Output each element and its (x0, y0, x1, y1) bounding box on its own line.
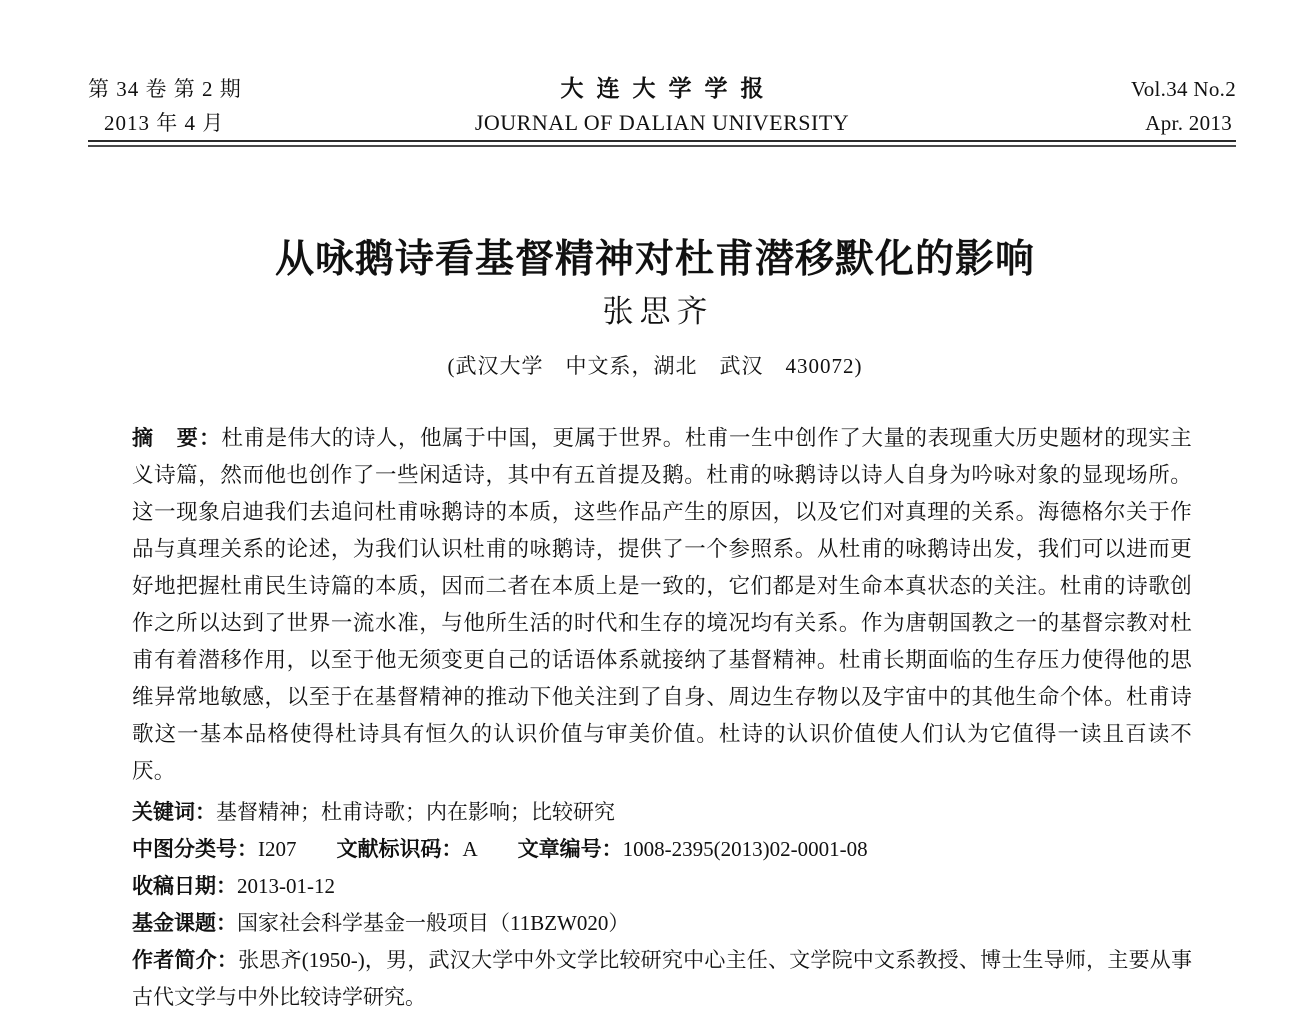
issue-date-cn: 2013 年 4 月 (104, 111, 225, 135)
funding-label: 基金课题： (132, 911, 237, 935)
keywords-value: 基督精神；杜甫诗歌；内在影响；比较研究 (216, 800, 615, 824)
masthead-center (388, 72, 936, 140)
volume-issue-en: Vol.34 No.2 (1130, 77, 1236, 101)
received-date-label: 收稿日期： (132, 874, 237, 898)
journal-title-cn: 大连大学学报 (560, 76, 777, 102)
volume-issue: 第 34 卷 第 2 期 (88, 77, 242, 101)
masthead-divider (88, 140, 1236, 147)
abstract-label: 摘 要： (132, 426, 222, 450)
author-affiliation: (武汉大学 中文系，湖北 武汉 430072) (447, 354, 863, 378)
abstract-and-metadata (132, 420, 1192, 1016)
article-title: 从咏鹅诗看基督精神对杜甫潜移默化的影响 (274, 237, 1035, 283)
keywords-label: 关键词： (132, 800, 216, 824)
journal-title-en: JOURNAL OF DALIAN UNIVERSITY (474, 110, 850, 135)
document-code-value: A (462, 837, 478, 861)
author-bio-line (132, 942, 1192, 1016)
funding-value: 国家社会科学基金一般项目（11BZW020） (237, 911, 630, 935)
article-id-value: 1008-2395(2013)02-0001-08 (622, 837, 868, 861)
classification-line (132, 831, 1192, 868)
masthead (88, 72, 1236, 142)
abstract-text: 杜甫是伟大的诗人，他属于中国，更属于世界。杜甫一生中创作了大量的表现重大历史题材的现实主义诗篇，然而他也创作了一些闲适诗，其中有五首提及鹅。杜甫的咏鹅诗以诗人自身为吟咏对象的显现场所。这一现象启迪我们去追问杜甫咏鹅诗的本质，这些作品产生的原因，以及它们对真理的关系。海德格尔关于作品与真理关系的论述，为我们认识杜甫的咏鹅诗，提供了一个参照系。从杜甫的咏鹅诗出发，我们可以进而更好地把握杜甫民生诗篇的本质，因而二者在本质上是一致的，它们都是对生命本真状态的关注。杜甫的诗歌创作之所以达到了世界一流水准，与他所生活的时代和生存的境况均有关系。作为唐朝国教之一的基督宗教对杜甫有着潜移作用，以至于他无须变更自己的话语体系就接纳了基督精神。杜甫长期面临的生存压力使得他的思维异常地敏感，以至于在基督精神的推动下他关注到了自身、周边生存物以及宇宙中的其他生命个体。杜甫诗歌这一基本品格使得杜诗具有恒久的认识价值与审美价值。杜诗的认识价值使人们认为它值得一读且百读不厌。 (132, 426, 1192, 783)
article-id-label: 文章编号： (517, 837, 623, 861)
divider-rule-lower (88, 145, 1236, 147)
received-date-line (132, 868, 1192, 905)
author-bio-label: 作者简介： (132, 948, 239, 972)
masthead-left (88, 72, 388, 140)
received-date-value: 2013-01-12 (237, 874, 335, 898)
article-author: 张思齐 (602, 294, 714, 329)
issue-date-en: Apr. 2013 (1145, 111, 1232, 135)
author-bio-value: 张思齐(1950-)，男，武汉大学中外文学比较研究中心主任、文学院中文系教授、博士生导师，主要从事古代文学与中外比较诗学研究。 (132, 948, 1193, 1009)
keywords-line (132, 794, 1192, 831)
abstract-paragraph (132, 420, 1192, 790)
clc-value: I207 (258, 837, 297, 861)
clc-label: 中图分类号： (132, 837, 258, 861)
funding-line (132, 905, 1192, 942)
document-code-label: 文献标识码： (336, 837, 463, 861)
masthead-right (936, 72, 1236, 140)
